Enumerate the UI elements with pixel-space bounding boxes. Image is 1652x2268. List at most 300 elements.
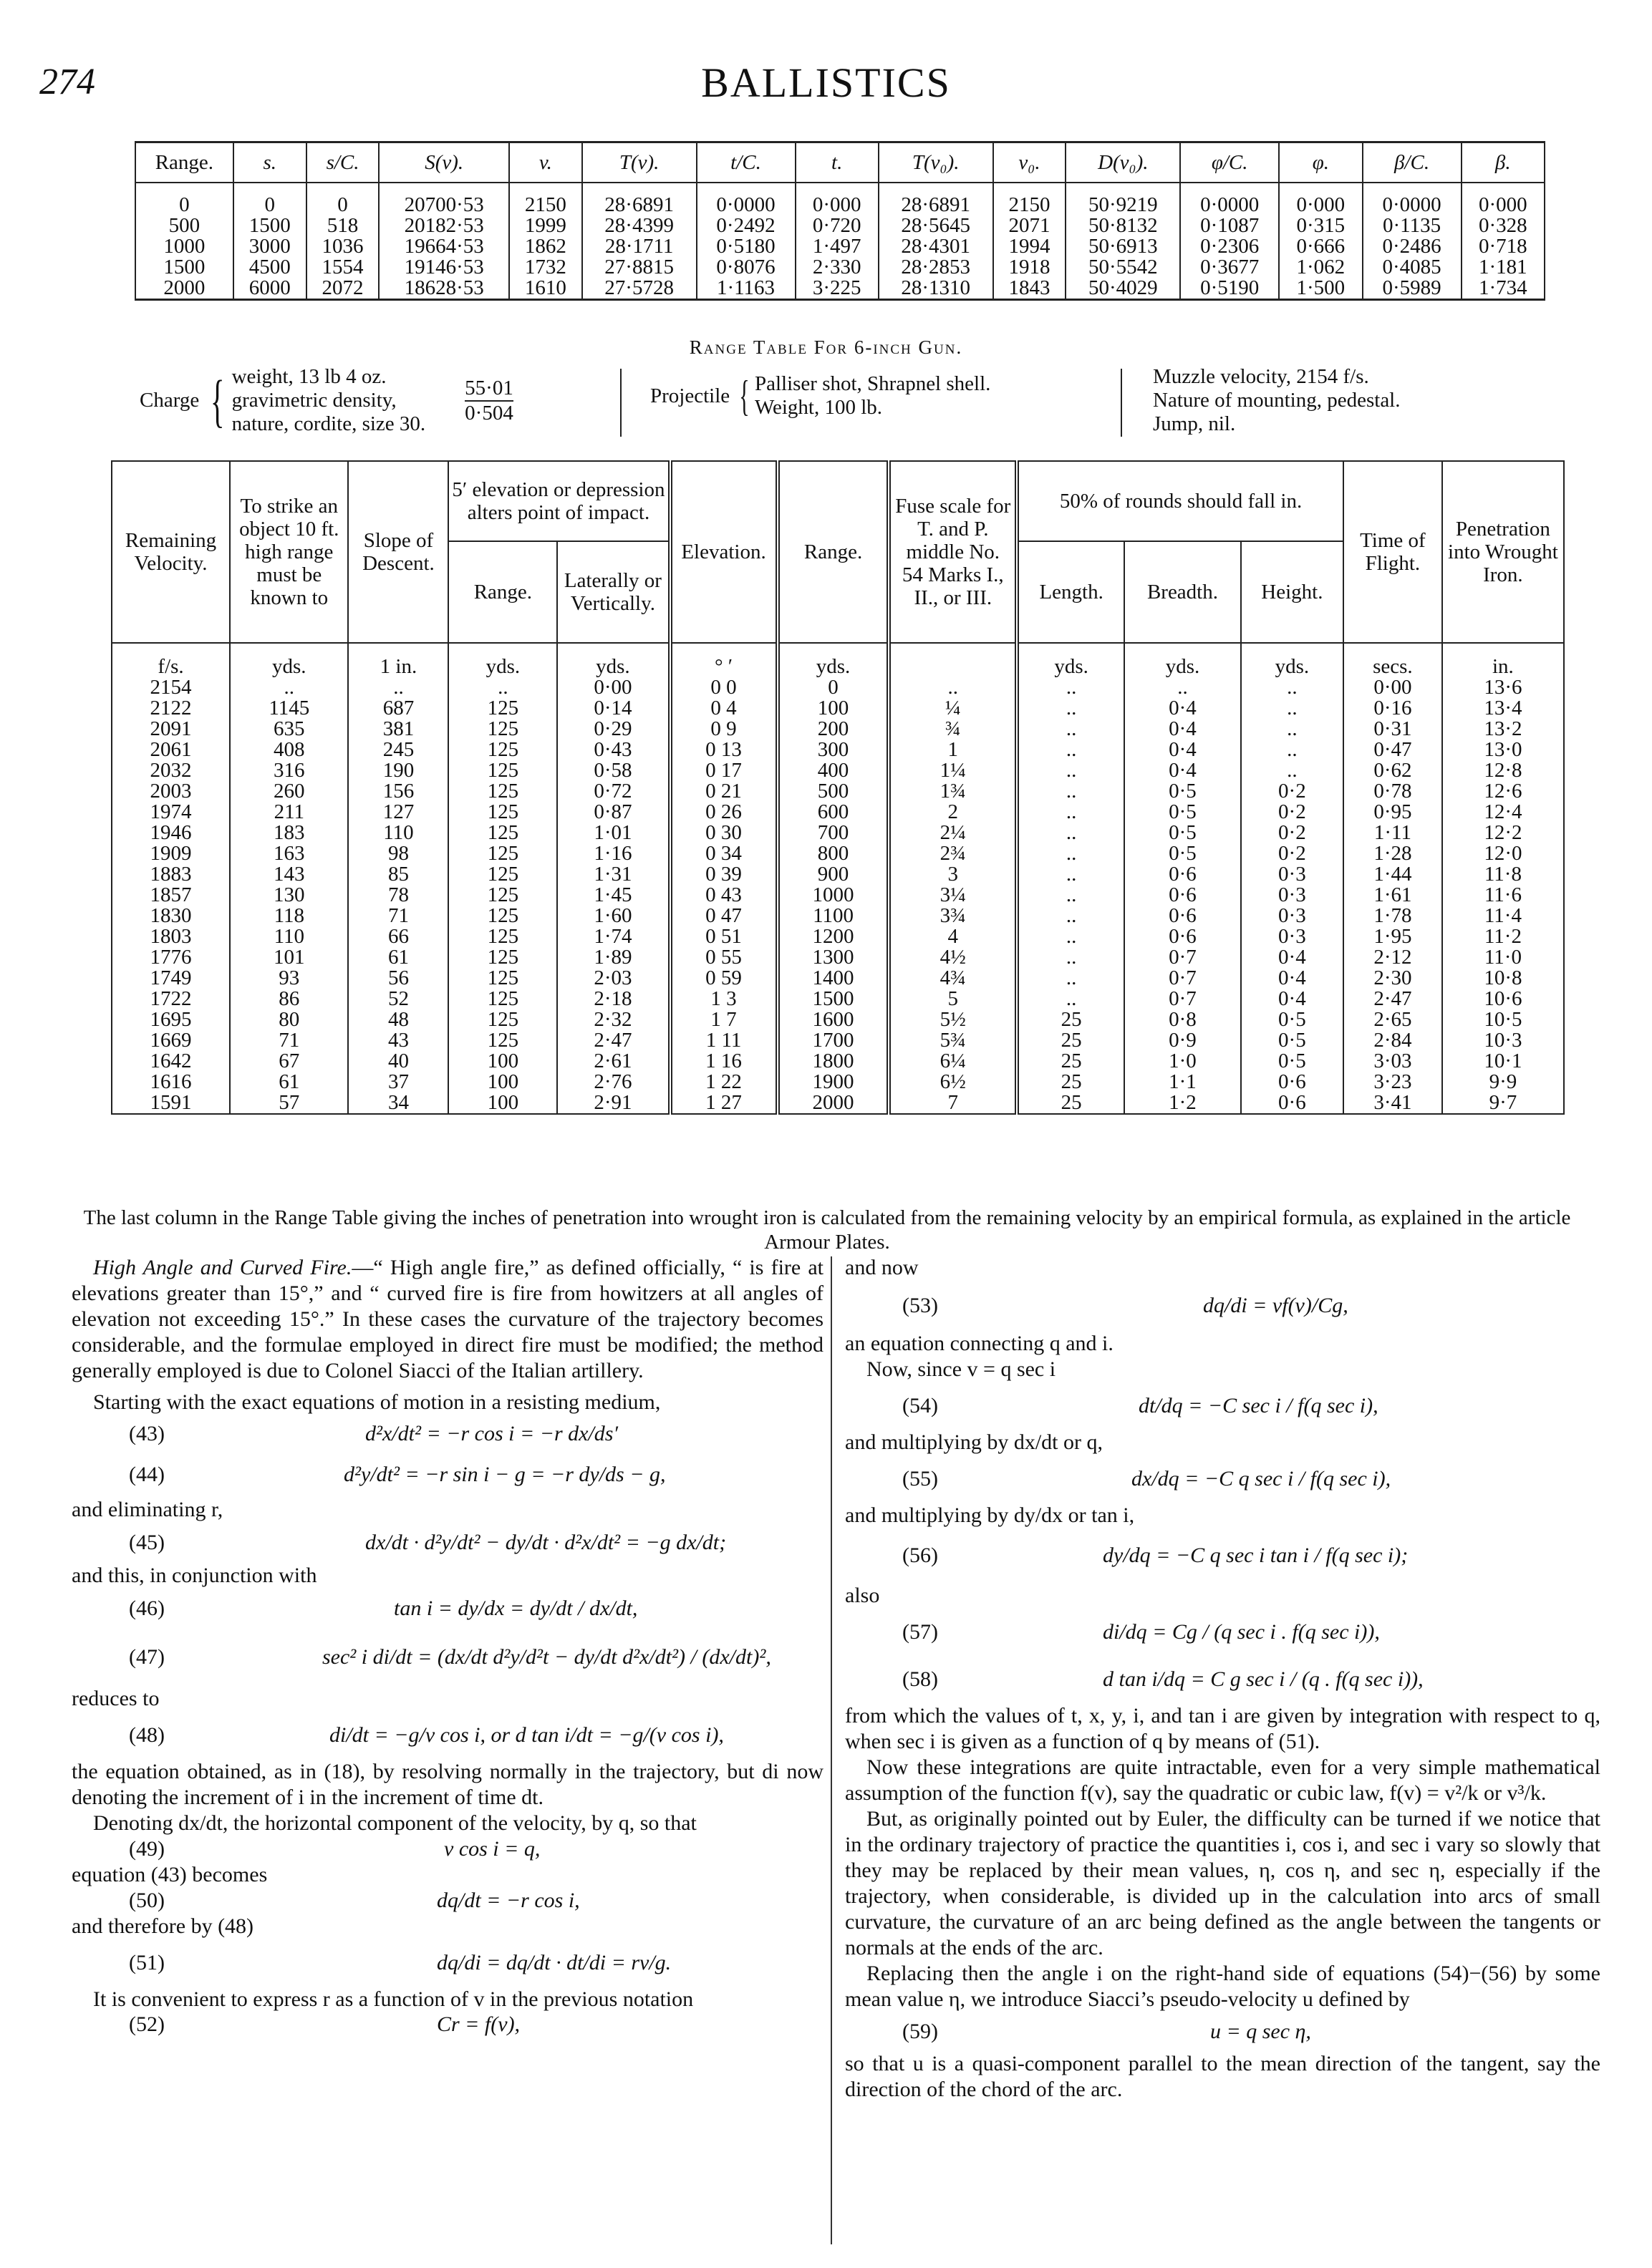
table-cell: 1500 xyxy=(778,989,889,1009)
table-cell: 0·5 xyxy=(1124,802,1241,823)
ballistic-col-header: D(v₀). xyxy=(1066,142,1180,183)
table-cell: 0·9 xyxy=(1124,1030,1241,1051)
table-cell: 56 xyxy=(348,968,448,989)
table-cell: 1918 xyxy=(993,257,1066,278)
table-cell: 800 xyxy=(778,843,889,864)
table-cell: 2091 xyxy=(112,719,230,740)
equation-51: (51) dq/di = dq/dt · dt/di = rv/g. xyxy=(129,1951,672,1974)
ballistic-col-header: t. xyxy=(796,142,879,183)
table-cell: 0 xyxy=(135,183,233,215)
table-cell: 11·8 xyxy=(1442,864,1564,885)
table-cell: 1 xyxy=(889,740,1017,760)
table-cell: 12·2 xyxy=(1442,823,1564,843)
table-cell: 125 xyxy=(448,802,557,823)
table-cell: .. xyxy=(1017,885,1124,906)
table-cell: 2061 xyxy=(112,740,230,760)
table-cell: 9·9 xyxy=(1442,1072,1564,1092)
table-cell: 1 27 xyxy=(670,1092,778,1114)
table-row xyxy=(112,864,1564,885)
table-cell: 1·31 xyxy=(557,864,670,885)
projectile-label: Projectile xyxy=(650,384,730,407)
unit-cell: yds. xyxy=(778,643,889,677)
table-cell: 0 47 xyxy=(670,906,778,926)
table-cell: 900 xyxy=(778,864,889,885)
table-cell: 13·2 xyxy=(1442,719,1564,740)
table-cell: 1·95 xyxy=(1343,926,1442,947)
text-line: and therefore by (48) xyxy=(72,1914,254,1938)
table-cell: 0 xyxy=(306,183,380,215)
table-row xyxy=(112,781,1564,802)
table-cell: 1·497 xyxy=(796,236,879,257)
table-cell: 12·0 xyxy=(1442,843,1564,864)
table-cell: 1732 xyxy=(509,257,582,278)
table-cell: 2·84 xyxy=(1343,1030,1442,1051)
table-cell: 1·16 xyxy=(557,843,670,864)
table-cell: 0·00 xyxy=(557,677,670,698)
table-cell: 2·32 xyxy=(557,1009,670,1030)
table-row xyxy=(135,215,1545,236)
table-row xyxy=(112,885,1564,906)
table-cell: 1·01 xyxy=(557,823,670,843)
table-cell: 0·8 xyxy=(1124,1009,1241,1030)
table-cell: .. xyxy=(1017,926,1124,947)
table-cell: 0·4085 xyxy=(1363,257,1462,278)
table-cell: 1974 xyxy=(112,802,230,823)
table-cell: 1900 xyxy=(778,1072,889,1092)
table-cell: 71 xyxy=(348,906,448,926)
equation-55: (55) dx/dq = −C q sec i / f(q sec i), xyxy=(902,1467,1391,1491)
table-cell: 0·6 xyxy=(1241,1092,1343,1114)
range-table-title: Range Table For 6-inch Gun. xyxy=(689,336,963,358)
table-cell: 400 xyxy=(778,760,889,781)
table-cell: 10·1 xyxy=(1442,1051,1564,1072)
table-row xyxy=(112,926,1564,947)
table-cell: 100 xyxy=(448,1051,557,1072)
table-cell: 1·60 xyxy=(557,906,670,926)
ballistic-table-header xyxy=(135,142,1545,183)
table-cell: 1·2 xyxy=(1124,1092,1241,1114)
table-cell: .. xyxy=(448,677,557,698)
table-cell: 71 xyxy=(230,1030,348,1051)
table-cell: 0·4 xyxy=(1241,968,1343,989)
table-cell: 0·47 xyxy=(1343,740,1442,760)
range-table xyxy=(111,460,1565,1115)
table-cell: 19146·53 xyxy=(379,257,508,278)
ballistic-col-header: β. xyxy=(1462,142,1545,183)
table-cell: 125 xyxy=(448,740,557,760)
table-cell: 110 xyxy=(348,823,448,843)
table-cell: 0·5180 xyxy=(697,236,796,257)
table-cell: 0·5989 xyxy=(1363,278,1462,300)
table-cell: 37 xyxy=(348,1072,448,1092)
charge-line: gravimetric density, xyxy=(231,389,397,412)
table-cell: 125 xyxy=(448,760,557,781)
table-cell: 0·78 xyxy=(1343,781,1442,802)
table-row xyxy=(135,257,1545,278)
col-remaining-velocity: Remaining Velocity. xyxy=(112,461,230,643)
table-row xyxy=(112,677,1564,698)
col-five-range: Range. xyxy=(448,541,557,643)
table-cell: 0·1135 xyxy=(1363,215,1462,236)
table-cell: 1 7 xyxy=(670,1009,778,1030)
table-cell: 1300 xyxy=(778,947,889,968)
table-cell: 2·61 xyxy=(557,1051,670,1072)
table-cell: 0 4 xyxy=(670,698,778,719)
col-five-minutes: 5′ elevation or depression alters point of impact. xyxy=(448,461,670,541)
table-cell: 125 xyxy=(448,1030,557,1051)
table-cell: 2072 xyxy=(306,278,380,300)
table-cell: 4¾ xyxy=(889,968,1017,989)
table-cell: 1·44 xyxy=(1343,864,1442,885)
table-cell: 93 xyxy=(230,968,348,989)
table-cell: 98 xyxy=(348,843,448,864)
table-cell: 0·62 xyxy=(1343,760,1442,781)
table-cell: 28·2853 xyxy=(879,257,993,278)
table-cell: 190 xyxy=(348,760,448,781)
table-cell: 0·4 xyxy=(1124,698,1241,719)
table-cell: 0·5 xyxy=(1124,823,1241,843)
unit-cell: 1 in. xyxy=(348,643,448,677)
equation-49: (49) v cos i = q, xyxy=(129,1837,541,1861)
table-cell: 11·2 xyxy=(1442,926,1564,947)
table-cell: 34 xyxy=(348,1092,448,1114)
muzzle-spec xyxy=(1153,365,1401,436)
table-row xyxy=(135,278,1545,300)
table-cell: 11·0 xyxy=(1442,947,1564,968)
table-cell: 316 xyxy=(230,760,348,781)
text-line: and this, in conjunction with xyxy=(72,1564,317,1587)
table-cell: 4 xyxy=(889,926,1017,947)
table-cell: 2¾ xyxy=(889,843,1017,864)
table-cell: 2·03 xyxy=(557,968,670,989)
table-cell: 5½ xyxy=(889,1009,1017,1030)
table-cell: 28·6891 xyxy=(582,183,697,215)
table-cell: 1669 xyxy=(112,1030,230,1051)
table-cell: 0 0 xyxy=(670,677,778,698)
table-cell: 2154 xyxy=(112,677,230,698)
text-line: reduces to xyxy=(72,1687,160,1710)
equation-54: (54) dt/dq = −C sec i / f(q sec i), xyxy=(902,1394,1378,1418)
table-cell: 0·6 xyxy=(1124,926,1241,947)
unit-cell xyxy=(889,643,1017,677)
table-cell: 125 xyxy=(448,823,557,843)
col-height: Height. xyxy=(1241,541,1343,643)
table-cell: 1·500 xyxy=(1279,278,1362,300)
paragraph: Starting with the exact equations of motion in a resisting medium, xyxy=(93,1390,661,1414)
equation-43: (43) d²x/dt² = −r cos i = −r dx/ds′ xyxy=(129,1422,619,1445)
table-cell: 2003 xyxy=(112,781,230,802)
table-cell: 1400 xyxy=(778,968,889,989)
table-cell: 0·2 xyxy=(1241,802,1343,823)
table-cell: 61 xyxy=(230,1072,348,1092)
table-cell: 1·0 xyxy=(1124,1051,1241,1072)
muzzle-line: Muzzle velocity, 2154 f/s. xyxy=(1153,365,1369,388)
table-cell: 25 xyxy=(1017,1072,1124,1092)
table-cell: 0·6 xyxy=(1124,864,1241,885)
table-cell: 125 xyxy=(448,926,557,947)
equation-53: (53) dq/di = vf(v)/Cg, xyxy=(902,1294,1348,1317)
table-cell: 1830 xyxy=(112,906,230,926)
equation-52: (52) Cr = f(v), xyxy=(129,2012,521,2036)
table-cell: 1843 xyxy=(993,278,1066,300)
table-cell: 211 xyxy=(230,802,348,823)
table-cell: 0·3677 xyxy=(1180,257,1279,278)
table-cell: 0 59 xyxy=(670,968,778,989)
ballistic-col-header: s/C. xyxy=(306,142,380,183)
table-cell: 3·41 xyxy=(1343,1092,1442,1114)
table-cell: 1554 xyxy=(306,257,380,278)
table-row xyxy=(112,719,1564,740)
table-cell: 0 17 xyxy=(670,760,778,781)
table-cell: 0·6 xyxy=(1124,906,1241,926)
text-line: and multiplying by dx/dt or q, xyxy=(845,1430,1103,1454)
table-cell: 25 xyxy=(1017,1009,1124,1030)
table-cell: 27·5728 xyxy=(582,278,697,300)
table-cell: 4500 xyxy=(233,257,306,278)
table-cell: 125 xyxy=(448,968,557,989)
table-cell: .. xyxy=(1017,906,1124,926)
table-cell: 2150 xyxy=(993,183,1066,215)
table-cell: 1722 xyxy=(112,989,230,1009)
table-cell: 2·91 xyxy=(557,1092,670,1114)
table-cell: 518 xyxy=(306,215,380,236)
ballistic-col-header: T(v). xyxy=(582,142,697,183)
table-cell: 3·225 xyxy=(796,278,879,300)
ballistic-col-header: φ. xyxy=(1279,142,1362,183)
table-cell: 2¼ xyxy=(889,823,1017,843)
table-cell: 0·2486 xyxy=(1363,236,1462,257)
unit-cell: secs. xyxy=(1343,643,1442,677)
table-cell: 0·00 xyxy=(1343,677,1442,698)
table-cell: .. xyxy=(1124,677,1241,698)
table-cell: 100 xyxy=(448,1072,557,1092)
table-cell: 28·6891 xyxy=(879,183,993,215)
table-cell: 5 xyxy=(889,989,1017,1009)
col-penetration: Penetration into Wrought Iron. xyxy=(1442,461,1564,643)
table-cell: 1·1 xyxy=(1124,1072,1241,1092)
table-cell: 0·4 xyxy=(1241,947,1343,968)
table-row xyxy=(112,1092,1564,1114)
table-cell: 0·2492 xyxy=(697,215,796,236)
unit-cell: yds. xyxy=(557,643,670,677)
charge-label: Charge xyxy=(140,389,200,412)
ballistic-col-header: Range. xyxy=(135,142,233,183)
table-cell: 1749 xyxy=(112,968,230,989)
table-cell: 1616 xyxy=(112,1072,230,1092)
table-cell: 52 xyxy=(348,989,448,1009)
unit-cell: ° ′ xyxy=(670,643,778,677)
table-cell: 10·6 xyxy=(1442,989,1564,1009)
col-length: Length. xyxy=(1017,541,1124,643)
col-fifty-percent: 50% of rounds should fall in. xyxy=(1017,461,1343,541)
table-cell: 125 xyxy=(448,864,557,885)
charge-spec xyxy=(140,365,513,436)
table-cell: .. xyxy=(1017,698,1124,719)
table-cell: 50·8132 xyxy=(1066,215,1180,236)
table-cell: 125 xyxy=(448,781,557,802)
table-cell: 0·5 xyxy=(1241,1030,1343,1051)
unit-cell: yds. xyxy=(1124,643,1241,677)
table-cell: 0 21 xyxy=(670,781,778,802)
equation-45: (45) dx/dt · d²y/dt² − dy/dt · d²x/dt² = −g dx/dt; xyxy=(129,1531,727,1554)
table-cell: 1·61 xyxy=(1343,885,1442,906)
table-cell: 0·666 xyxy=(1279,236,1362,257)
table-cell: 1500 xyxy=(135,257,233,278)
table-cell: 260 xyxy=(230,781,348,802)
table-row xyxy=(112,698,1564,719)
table-row xyxy=(135,236,1545,257)
table-cell: .. xyxy=(1241,698,1343,719)
table-cell: 19664·53 xyxy=(379,236,508,257)
table-cell: 1700 xyxy=(778,1030,889,1051)
table-row xyxy=(112,947,1564,968)
table-cell: 0·720 xyxy=(796,215,879,236)
table-cell: .. xyxy=(889,677,1017,698)
ballistic-col-header: v. xyxy=(509,142,582,183)
table-cell: 0·3 xyxy=(1241,906,1343,926)
table-cell: 3¾ xyxy=(889,906,1017,926)
text-line: and multiplying by dy/dx or tan i, xyxy=(845,1503,1135,1527)
column-rule xyxy=(831,1256,832,2244)
table-cell: 0 26 xyxy=(670,802,778,823)
unit-cell: f/s. xyxy=(112,643,230,677)
paragraph: so that u is a quasi-component parallel to the mean direction of the tangent, say the direction of the chord of the arc. xyxy=(845,2052,1600,2101)
equation-50: (50) dq/dt = −r cos i, xyxy=(129,1889,580,1912)
table-cell: 3000 xyxy=(233,236,306,257)
table-cell: 28·4301 xyxy=(879,236,993,257)
table-cell: 1·78 xyxy=(1343,906,1442,926)
left-column xyxy=(72,1255,823,2037)
table-cell: 0·29 xyxy=(557,719,670,740)
table-cell: 0 34 xyxy=(670,843,778,864)
table-cell: 13·4 xyxy=(1442,698,1564,719)
table-cell: 183 xyxy=(230,823,348,843)
table-cell: 12·4 xyxy=(1442,802,1564,823)
equation-56: (56) dy/dq = −C q sec i tan i / f(q sec i); xyxy=(902,1544,1409,1567)
table-cell: 1800 xyxy=(778,1051,889,1072)
ballistic-table-body xyxy=(135,183,1545,300)
table-cell: 61 xyxy=(348,947,448,968)
table-row xyxy=(112,1072,1564,1092)
table-cell: 28·1310 xyxy=(879,278,993,300)
text-line: an equation connecting q and i. xyxy=(845,1332,1114,1355)
col-breadth: Breadth. xyxy=(1124,541,1241,643)
table-cell: 57 xyxy=(230,1092,348,1114)
table-cell: 4½ xyxy=(889,947,1017,968)
table-cell: .. xyxy=(1017,823,1124,843)
table-cell: 125 xyxy=(448,906,557,926)
table-cell: 6¼ xyxy=(889,1051,1017,1072)
table-cell: 0 51 xyxy=(670,926,778,947)
table-cell: 10·8 xyxy=(1442,968,1564,989)
table-cell: 2·47 xyxy=(1343,989,1442,1009)
table-cell: 13·0 xyxy=(1442,740,1564,760)
table-cell: 1642 xyxy=(112,1051,230,1072)
table-cell: 0·31 xyxy=(1343,719,1442,740)
table-cell: 125 xyxy=(448,698,557,719)
table-cell: 1591 xyxy=(112,1092,230,1114)
unit-cell: yds. xyxy=(1241,643,1343,677)
paragraph: from which the values of t, x, y, i, and tan i are given by integration with respect to q, when sec i is given as a function of q by means of (51). xyxy=(845,1704,1600,1753)
table-cell: 78 xyxy=(348,885,448,906)
table-cell: 0·5 xyxy=(1241,1051,1343,1072)
table-cell: 381 xyxy=(348,719,448,740)
table-cell: 1·28 xyxy=(1343,843,1442,864)
table-cell: 1100 xyxy=(778,906,889,926)
table-cell: 125 xyxy=(448,843,557,864)
table-cell: .. xyxy=(1017,802,1124,823)
table-cell: 635 xyxy=(230,719,348,740)
table-cell: 0·2 xyxy=(1241,843,1343,864)
table-cell: 10·3 xyxy=(1442,1030,1564,1051)
table-cell: 0 39 xyxy=(670,864,778,885)
table-cell: 10·5 xyxy=(1442,1009,1564,1030)
table-cell: .. xyxy=(1241,740,1343,760)
table-cell: 0·5 xyxy=(1124,843,1241,864)
table-cell: 7 xyxy=(889,1092,1017,1114)
table-cell: 600 xyxy=(778,802,889,823)
paragraph: But, as originally pointed out by Euler, the difficulty can be turned if we notice that in the ordinary trajectory of practice the quantities i, cos i, and sec i vary so slowly that they may be replaced by their mean values, η, cos η, and sec η, especially if the trajectory, when considerable, is divided up in the calculation into arcs of small curvature, the curvature of an arc being defined as the angle between the tangents or normals at the ends of the arc. xyxy=(845,1807,1600,1959)
table-cell: .. xyxy=(1017,760,1124,781)
density-denominator: 0·504 xyxy=(465,401,513,425)
range-table-body xyxy=(112,643,1564,1114)
table-cell: 86 xyxy=(230,989,348,1009)
unit-cell: yds. xyxy=(1017,643,1124,677)
table-cell: 1946 xyxy=(112,823,230,843)
col-elevation: Elevation. xyxy=(670,461,778,643)
table-cell: 1·11 xyxy=(1343,823,1442,843)
table-cell: 0·4 xyxy=(1124,719,1241,740)
equation-48: (48) di/dt = −g/v cos i, or d tan i/dt = −g/(v cos i), xyxy=(129,1723,724,1747)
table-cell: 1857 xyxy=(112,885,230,906)
table-cell: 50·5542 xyxy=(1066,257,1180,278)
table-row xyxy=(112,1051,1564,1072)
table-cell: 0 xyxy=(233,183,306,215)
table-cell: 48 xyxy=(348,1009,448,1030)
table-row xyxy=(112,906,1564,926)
table-cell: .. xyxy=(1017,989,1124,1009)
table-cell: .. xyxy=(1017,864,1124,885)
table-row xyxy=(112,1009,1564,1030)
table-cell: 1883 xyxy=(112,864,230,885)
table-row xyxy=(112,802,1564,823)
table-cell: 500 xyxy=(778,781,889,802)
table-cell: 0·72 xyxy=(557,781,670,802)
table-row xyxy=(112,989,1564,1009)
table-cell: ¾ xyxy=(889,719,1017,740)
table-cell: 9·7 xyxy=(1442,1092,1564,1114)
running-head: BALLISTICS xyxy=(701,59,951,106)
table-cell: 100 xyxy=(778,698,889,719)
page-number: 274 xyxy=(39,62,95,102)
divider xyxy=(1121,369,1122,437)
table-cell: 101 xyxy=(230,947,348,968)
table-cell: 28·5645 xyxy=(879,215,993,236)
ballistic-col-header: s. xyxy=(233,142,306,183)
paragraph: the equation obtained, as in (18), by resolving normally in the trajectory, but di now denoting the increment of i in the increment of time dt. xyxy=(72,1760,823,1809)
table-cell: 1000 xyxy=(135,236,233,257)
table-cell: 1200 xyxy=(778,926,889,947)
table-cell: 125 xyxy=(448,989,557,1009)
table-cell: 20700·53 xyxy=(379,183,508,215)
table-cell: 0·14 xyxy=(557,698,670,719)
table-cell: .. xyxy=(1017,968,1124,989)
col-range: Range. xyxy=(778,461,889,643)
table-cell: 2·30 xyxy=(1343,968,1442,989)
table-cell: 80 xyxy=(230,1009,348,1030)
equation-57: (57) di/dq = Cg / (q sec i . f(q sec i)), xyxy=(902,1620,1380,1644)
table-cell: 687 xyxy=(348,698,448,719)
